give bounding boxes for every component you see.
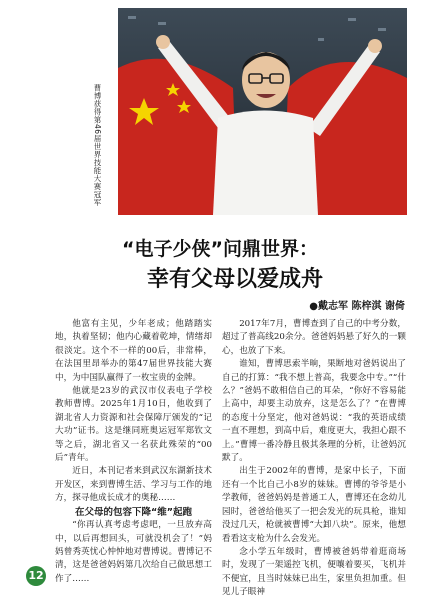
paragraph: “你再认真考虑考虑吧，一旦放弃高中，以后再想回头，可就没机会了！”妈妈曾秀英忧心忡忡地对曹博说。曹博记不清，这是爸爸妈妈第几次给自己做思想工作了……	[55, 520, 212, 584]
paragraph: 2017年7月，曹博查到了自己的中考分数，超过了普高线20余分。爸爸妈妈悬了好久的一颗心，也放了下来。	[222, 319, 406, 356]
headline-line-2: 幸有父母以爱成舟	[146, 267, 323, 292]
paragraph: 出生于2002年的曹博，是家中长子，下面还有一个比自己小8岁的妹妹。曹博的爷爷是小学教师，爸爸妈妈是普通工人，曹博还在念幼儿园时，爸爸给他买了一把会发光的玩具枪，谁知没过几天，枪就被曹博“大卸八块”。原来，他想看看这支枪为什么会发光。	[222, 466, 406, 544]
page-number: 12	[26, 566, 46, 586]
headline-line-1: “电子少侠”问鼎世界：	[122, 238, 318, 260]
champion-photo	[118, 8, 407, 215]
paragraph: 近日，本刊记者来到武汉东湖新技术开发区，来到曹博生活、学习与工作的地方，探寻他成长成才的奥秘……	[55, 466, 212, 504]
paragraph: 谁知，曹博思索半晌，果断地对爸妈说出了自己的打算：“我不想上普高，我要念中专。”“什么？”爸妈不敢相信自己的耳朵，“你好不容易能上高中，却要主动放弃，这是怎么了？”在曹博的态度十分坚定，他对爸妈说：“我的英语成绩一直不理想，到高中后，难度更大，我担心跟不上。”曹博一番冷静且极其条理的分析，让爸妈沉默了。	[222, 359, 406, 464]
photo-caption: 曹博获得第46届世界技能大赛冠军	[93, 84, 102, 207]
paragraph: 他就是23岁的武汉市仪表电子学校教师曹博。2025年1月10日，他收到了湖北省人力资源和社会保障厅颁发的“记大功”证书。这是继同班奥运冠军郑钦文等之后，湖北省又一名获此殊荣的“00后”青年。	[55, 386, 212, 464]
section-subhead: 在父母的包容下降“维”起跑	[75, 506, 192, 518]
right-column	[222, 318, 406, 600]
paragraph: 念小学五年级时，曹博被爸妈带着逛商场时，发现了一架遥控飞机，便嚷着要买，飞机并不便宜，且当时妹妹已出生，家里负担加重。但见儿子眼神	[222, 546, 406, 598]
byline: ●戴志军 陈梓淇 谢倚	[309, 301, 405, 312]
paragraph: 他富有主见，少年老成；他踏踏实地，执着坚韧；他内心藏着乾坤，情绪却很淡定。这个不一样的00后，非常棒，在法国里昂举办的第47届世界技能大赛中，为中国队赢得了一枚宝贵的金牌。	[55, 319, 212, 383]
left-column	[55, 318, 212, 586]
